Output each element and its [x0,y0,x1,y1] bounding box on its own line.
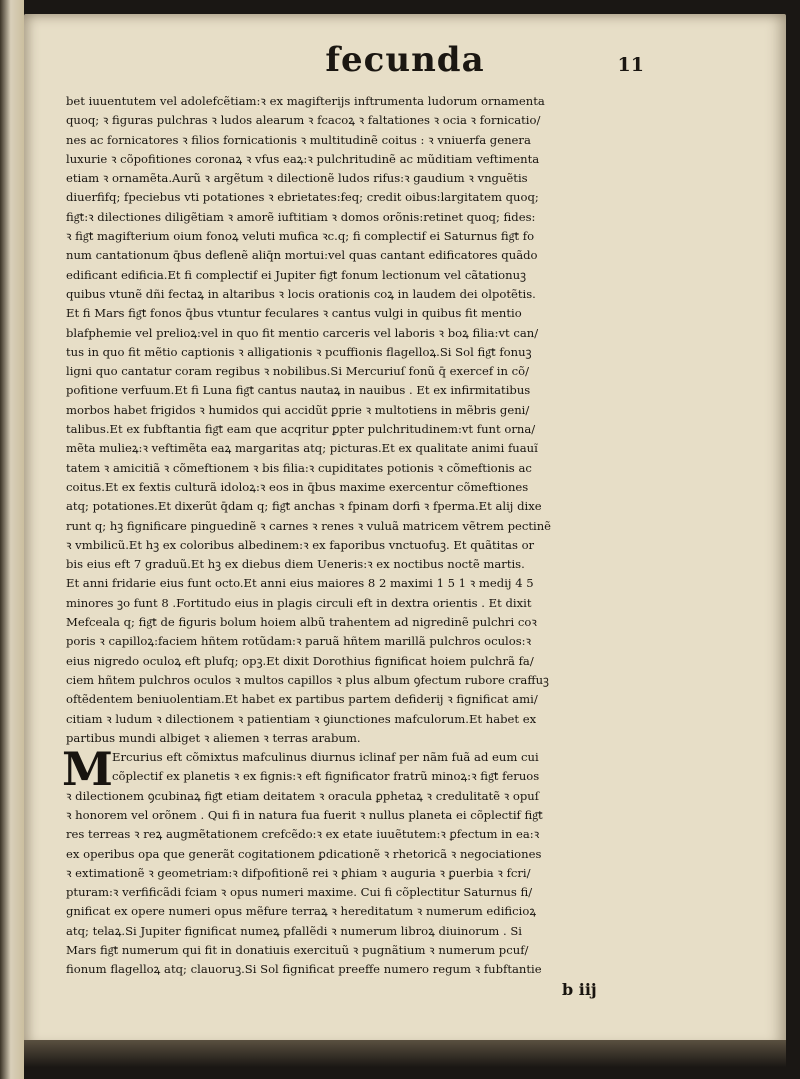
text-line: Mars fig͞t numerum qui fit in donatiuis exercituũ ꝛ pugnãtium ꝛ numerum pcuf/ [66,943,529,958]
text-line: etiam ꝛ ornamẽta.Aurũ ꝛ argẽtum ꝛ dilectionẽ ludos rifus:ꝛ gaudium ꝛ vnguẽtis [66,171,528,186]
drop-cap-initial: M [62,742,113,797]
body-text [62,92,710,980]
text-line: bis eius eft 7 graduũ.Et hꝫ ex diebus diem Ueneris:ꝛ ex noctibus noctẽ martis. [66,557,525,572]
text-line: ligni quo cantatur coram regibus ꝛ nobilibus.Si Mercuriuſ fonũ q̄ exercef in cõ/ [66,364,530,379]
text-line: num cantationum q̄bus deflenẽ aliq̄n mortui:vel quas cantant edificatores quãdo [66,248,538,263]
text-line: oftẽdentem beniuolentiam.Et habet ex partibus partem defiderij ꝛ fignificat ami/ [66,692,538,707]
text-line: talibus.Et ex fubftantia fig͞t eam que acqritur ꝑpter pulchritudinem:vt funt orna/ [66,422,536,437]
text-line: edificant edificia.Et fi complectif ei Jupiter fig͞t fonum lectionum vel cãtationuꝫ [66,267,526,282]
text-line: ꝛ honorem vel orõnem . Qui fi in natura fua fuerit ꝛ nullus planeta ei cõplectif fig͞t [66,807,543,822]
text-line: fionum flagelloꝝ atq; clauoruꝫ.Si Sol fignificat preeffe numero regum ꝛ fubftantie [66,962,542,977]
text-line: citiam ꝛ ludum ꝛ dilectionem ꝛ patientiam ꝛ ꝯiunctiones mafculorum.Et habet ex [66,711,537,726]
text-line: quoq; ꝛ figuras pulchras ꝛ ludos alearum ꝛ fcacoꝝ ꝛ faltationes ꝛ ocia ꝛ fornicatio/ [66,113,541,128]
text-line: ꝛ vmbilicũ.Et hꝫ ex coloribus albedinem:ꝛ ex faporibus vnctuofuꝫ. Et quãtitas or [66,537,535,552]
text-line: ciem hñtem pulchros oculos ꝛ multos capillos ꝛ plus album ꝯfectum rubore craffuꝫ [66,672,549,687]
text-line: quibus vtunẽ dñi fectaꝝ in altaribus ꝛ locis orationis coꝝ in laudem dei olpotẽtis. [66,286,536,301]
page-bottom-shadow [24,1040,786,1079]
text-line: res terreas ꝛ reꝝ augmẽtationem crefcẽdo:ꝛ ex etate iuuẽtutem:ꝛ ꝑfectum in ea:ꝛ [66,827,540,842]
text-line: nes ac fornicatores ꝛ filios fornicationis ꝛ multitudinẽ coitus : ꝛ vniuerfa genera [66,132,531,147]
text-line: atq; telaꝝ.Si Jupiter fignificat numeꝝ pfallẽdi ꝛ numerum libroꝝ diuinorum . Si [66,923,523,938]
folio-number: 11 [617,54,644,76]
text-line: cõplectif ex planetis ꝛ ex fignis:ꝛ eft fignificator fratrũ minoꝝ:ꝛ fig͞t feruos [112,769,540,784]
text-line: tatem ꝛ amicitiã ꝛ cõmeftionem ꝛ bis filia:ꝛ cupiditates potionis ꝛ cõmeftionis ac [66,460,532,475]
text-line: morbos habet frigidos ꝛ humidos qui accidũt ꝑprie ꝛ multotiens in mẽbris geni/ [66,402,530,417]
text-line: partibus mundi albiget ꝛ aliemen ꝛ terras arabum. [66,730,361,745]
text-line: eius nigredo oculoꝝ eft plufq; opꝫ.Et dixit Dorothius fignificat hoiem pulchrã fa/ [66,653,534,668]
book-page [24,14,786,1048]
text-line: Mefceala q; fig͞t de figuris bolum hoiem albũ trahentem ad nigredinẽ pulchri coꝛ [66,615,537,630]
text-line: mẽta mulieꝝ:ꝛ veftimẽta eaꝝ margaritas atq; picturas.Et ex qualitate animi fuauĩ [66,441,538,456]
text-line: ꝛ extimationẽ ꝛ geometriam:ꝛ difpofitionẽ rei ꝛ ꝑhiam ꝛ auguria ꝛ ꝑuerbia ꝛ fcri/ [66,865,531,880]
text-line: gnificat ex opere numeri opus mẽfure terraꝝ ꝛ hereditatum ꝛ numerum edificioꝝ [66,904,537,919]
text-line: Et fi Mars fig͞t fonos q̄bus vtuntur feculares ꝛ cantus vulgi in quibus fit mentio [66,306,522,321]
signature-mark: b iij [562,980,597,999]
text-line: runt q; hꝫ fignificare pinguedinẽ ꝛ carnes ꝛ renes ꝛ vuluã matricem vẽtrem pectinẽ [66,518,552,533]
book-gutter-edge [0,0,24,1079]
text-line: Ercurius eft cõmixtus mafculinus diurnus iclinaf per nãm fuã ad eum cui [112,750,539,765]
text-line: blafphemie vel prelioꝝ:vel in quo fit mentio carceris vel laboris ꝛ boꝝ filia:vt can/ [66,325,539,340]
text-line: pturam:ꝛ verfificãdi fciam ꝛ opus numeri maxime. Cui fi cõplectitur Saturnus fi/ [66,885,533,900]
text-line: diuerfifq; fpeciebus vti potationes ꝛ ebrietates:feq; credit oibus:largitatem quoq; [66,190,539,205]
text-line: poris ꝛ capilloꝝ:faciem hñtem rotũdam:ꝛ paruã hñtem marillã pulchros oculos:ꝛ [66,634,532,649]
text-line: minores ꝫo funt 8 .Fortitudo eius in plagis circuli eft in dextra orientis . Et dixit [66,595,532,610]
text-line: ꝛ dilectionem ꝯcubinaꝝ fig͞t etiam deitatem ꝛ oracula ꝑphetaꝝ ꝛ credulitatẽ ꝛ opuſ [66,788,540,803]
text-line: ꝛ fig͞t magifterium oium fonoꝝ veluti mufica ꝛc.q; fi complectif ei Saturnus fig͞t fo [66,229,535,244]
text-line: bet iuuentutem vel adolefcẽtiam:ꝛ ex magifterijs inftrumenta ludorum ornamenta [66,94,545,108]
text-line: ex operibus opa que generãt cogitationem ꝑdicationẽ ꝛ rhetoricã ꝛ negociationes [66,846,542,861]
text-line: atq; potationes.Et dixerũt q̄dam q; fig͞t anchas ꝛ fpinam dorfi ꝛ fperma.Et alij dixe [66,499,542,514]
text-line: tus in quo fit mẽtio captionis ꝛ alligationis ꝛ pcuffionis flagelloꝝ.Si Sol fig͞t fonuꝫ [66,344,532,359]
text-line: luxurie ꝛ cõpofitiones coronaꝝ ꝛ vfus eaꝝ:ꝛ pulchritudinẽ ac mũditiam veftimenta [66,151,540,166]
text-line: pofitione verfuum.Et fi Luna fig͞t cantus nautaꝝ in nauibus . Et ex infirmitatibus [66,383,531,398]
text-line: Et anni fridarie eius funt octo.Et anni eius maiores 8 2 maximi 1 5 1 ꝛ medij 4 5 [66,576,534,591]
page-header [24,40,786,90]
text-line: coitus.Et ex fextis culturã idoloꝝ:ꝛ eos in q̄bus maxime exercentur cõmeftiones [66,479,529,494]
text-line: fig͞t:ꝛ dilectiones diligẽtiam ꝛ amorẽ iuftitiam ꝛ domos orõnis:retinet quoq; fides: [66,209,536,224]
running-title: fecunda [325,40,485,80]
